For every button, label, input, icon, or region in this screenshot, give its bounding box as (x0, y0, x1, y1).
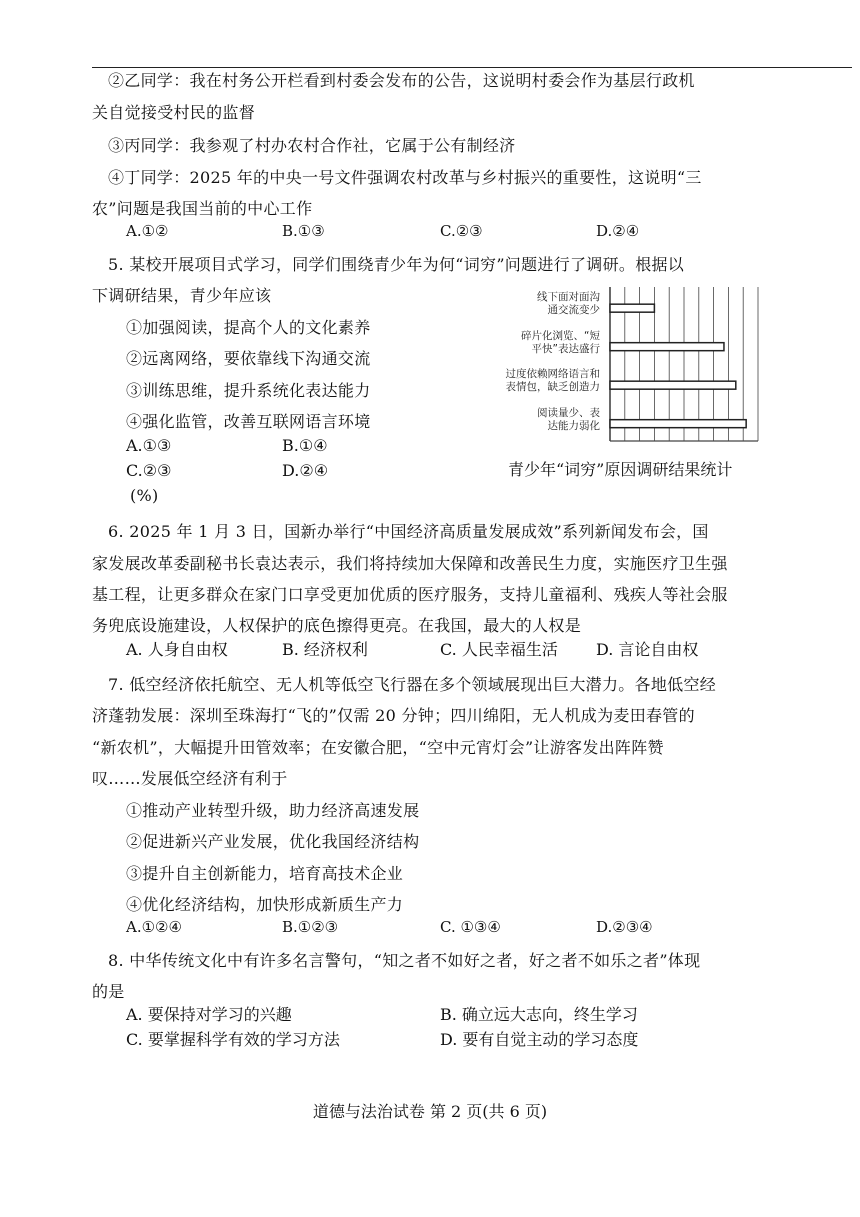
q6-stem-line2: 家发展改革委副秘书长袁达表示，我们将持续加大保障和改善民生力度，实施医疗卫生强 (92, 554, 728, 573)
q4-option-b-statement: ②乙同学：我在村务公开栏看到村委会发布的公告，这说明村委会作为基层行政机 (108, 71, 695, 90)
q4-option-c-statement: ③丙同学：我参观了村办农村合作社，它属于公有制经济 (108, 136, 516, 155)
q4-option-d-statement: ④丁同学：2025 年的中央一号文件强调农村改革与乡村振兴的重要性，这说明“三 (108, 168, 702, 187)
chart-category-label-line: 线下面对面沟 (537, 291, 600, 304)
q6-option-b[interactable]: B. 经济权利 (282, 640, 368, 659)
q8-option-b[interactable]: B. 确立远大志向，终生学习 (440, 1005, 638, 1024)
q5-item-1: ①加强阅读，提高个人的文化素养 (126, 318, 371, 337)
q8-option-c[interactable]: C. 要掌握科学有效的学习方法 (126, 1030, 340, 1049)
q8-option-a[interactable]: A. 要保持对学习的兴趣 (126, 1005, 292, 1024)
q5-chart-unit: (%) (130, 486, 159, 505)
q6-option-c[interactable]: C. 人民幸福生活 (440, 640, 558, 659)
q4-option-b-statement-cont: 关自觉接受村民的监督 (92, 103, 256, 122)
q5-stem-line1: 5. 某校开展项目式学习，同学们围绕青少年为何“词穷”问题进行了调研。根据以 (108, 255, 685, 274)
q5-item-2: ②远离网络，要依靠线下沟通交流 (126, 349, 371, 368)
q5-option-c[interactable]: C.②③ (126, 461, 172, 480)
q7-item-1: ①推动产业转型升级，助力经济高速发展 (126, 801, 420, 820)
q6-stem-line4: 务兜底设施建设，人权保护的底色擦得更亮。在我国，最大的人权是 (92, 616, 582, 635)
chart-bar (610, 381, 736, 389)
chart-category-label-line: 达能力弱化 (547, 419, 600, 432)
q7-stem-line3: “新农机”，大幅提升田管效率；在安徽合肥，“空中元宵灯会”让游客发出阵阵赞 (92, 738, 664, 757)
q5-option-a[interactable]: A.①③ (126, 436, 172, 455)
q7-option-d[interactable]: D.②③④ (596, 918, 653, 936)
q4-option-d-statement-cont: 农”问题是我国当前的中心工作 (92, 199, 313, 218)
q7-stem-line1: 7. 低空经济依托航空、无人机等低空飞行器在多个领域展现出巨大潜力。各地低空经 (108, 675, 717, 694)
header-rule (92, 67, 852, 68)
chart-bar (610, 343, 724, 351)
q8-stem-line2: 的是 (92, 982, 125, 1001)
chart-category-label-line: 平快”表达盛行 (531, 342, 600, 355)
q7-stem-line4: 叹……发展低空经济有利于 (92, 769, 288, 788)
q7-option-c[interactable]: C. ①③④ (440, 918, 501, 936)
chart-category-label-line: 通交流变少 (547, 304, 600, 317)
q6-option-a[interactable]: A. 人身自由权 (126, 640, 228, 659)
q5-item-3: ③训练思维，提升系统化表达能力 (126, 381, 371, 400)
q4-option-c[interactable]: C.②③ (440, 222, 483, 240)
q7-item-4: ④优化经济结构，加快形成新质生产力 (126, 895, 404, 914)
q5-bar-chart (500, 285, 762, 443)
chart-category-label-line: 碎片化浏览、“短 (521, 329, 600, 342)
q5-stem-line2: 下调研结果，青少年应该 (92, 286, 272, 305)
page-footer: 道德与法治试卷 第 2 页(共 6 页) (312, 1102, 548, 1121)
q7-option-b[interactable]: B.①②③ (282, 918, 339, 936)
chart-bar (610, 420, 746, 428)
chart-category-label-line: 表情包，缺乏创造力 (505, 381, 600, 394)
q8-option-d[interactable]: D. 要有自觉主动的学习态度 (440, 1030, 639, 1049)
q8-stem-line1: 8. 中华传统文化中有许多名言警句，“知之者不如好之者，好之者不如乐之者”体现 (108, 951, 701, 970)
q4-option-d[interactable]: D.②④ (596, 222, 640, 240)
q6-stem-line1: 6. 2025 年 1 月 3 日，国新办举行“中国经济高质量发展成效”系列新闻发布会，国 (108, 522, 709, 541)
q5-option-d[interactable]: D.②④ (282, 461, 329, 480)
q7-item-2: ②促进新兴产业发展，优化我国经济结构 (126, 832, 420, 851)
chart-plot (500, 285, 762, 443)
q4-option-a[interactable]: A.①② (126, 222, 169, 240)
q5-chart-title: 青少年“词穷”原因调研结果统计 (508, 460, 733, 479)
q5-item-4: ④强化监管，改善互联网语言环境 (126, 412, 371, 431)
q5-option-b[interactable]: B.①④ (282, 436, 328, 455)
q6-stem-line3: 基工程，让更多群众在家门口享受更加优质的医疗服务，支持儿童福利、残疾人等社会服 (92, 585, 728, 604)
q7-stem-line2: 济蓬勃发展：深圳至珠海打“飞的”仅需 20 分钟；四川绵阳，无人机成为麦田春管的 (92, 706, 695, 725)
chart-category-label-line: 过度依赖网络语言和 (505, 368, 600, 381)
chart-bar (610, 304, 654, 312)
q7-item-3: ③提升自主创新能力，培育高技术企业 (126, 864, 404, 883)
chart-category-label-line: 阅读量少、表 (537, 406, 600, 419)
q4-option-b[interactable]: B.①③ (282, 222, 325, 240)
q7-option-a[interactable]: A.①②④ (126, 918, 182, 936)
q6-option-d[interactable]: D. 言论自由权 (596, 640, 699, 659)
